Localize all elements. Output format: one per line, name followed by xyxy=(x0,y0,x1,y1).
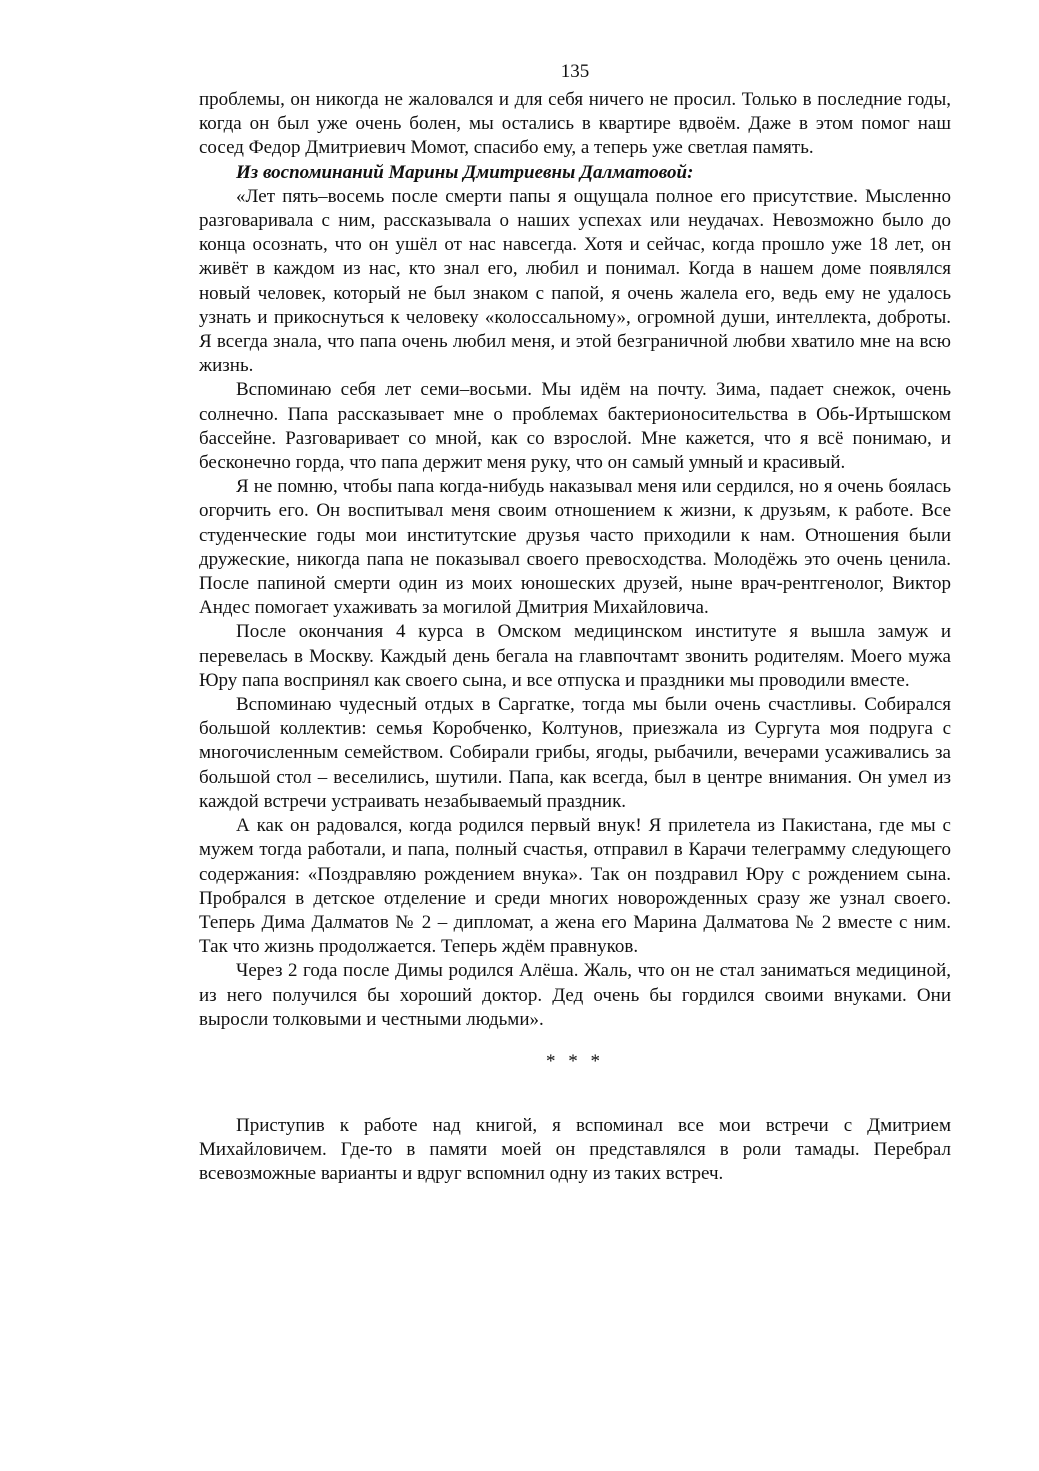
paragraph-continuation: проблемы, он никогда не жаловался и для себя ничего не просил. Только в последние годы, когда он был уже очень болен, мы остались в квартире вдвоём. Даже в этом помог наш сосед Федор Дмитриевич Момот, спасибо ему, а теперь уже светлая память. xyxy=(199,89,951,159)
memoir-paragraph: А как он радовался, когда родился первый внук! Я прилетела из Пакистана, где мы с мужем тогда работали, и папа, полный счастья, отправил в Карачи телеграмму следующего содержания: «Поздравляю рождением внука». Так он поздравил Юру с рождением сына. Пробрался в детское отделение и среди многих новорожденных сразу же узнал своего. Теперь Дима Далматов № 2 – дипломат, а жена его Марина Далматова № 2 вместе с ним. Так что жизнь продолжается. Теперь ждём правнуков. xyxy=(199,815,951,958)
memoir-paragraph: После окончания 4 курса в Омском медицинском институте я вышла замуж и перевелась в Москву. Каждый день бегала на главпочтамт звонить родителям. Моего мужа Юру папа воспринял как своего сына, и все отпуска и праздники мы проводили вместе. xyxy=(199,621,951,691)
closing-paragraph: Приступив к работе над книгой, я вспоминал все мои встречи с Дмитрием Михайловичем. Где-то в памяти моей он представлялся в роли тамады. Перебрал всевозможные варианты и вдруг вспомнил одну из таких встреч. xyxy=(199,1114,951,1185)
memoir-paragraph: Я не помню, чтобы папа когда-нибудь наказывал меня или сердился, но я очень боялась огорчить его. Он воспитывал меня своим отношением к жизни, к друзьям, к работе. Все студенческие годы мои институтские друзья часто приходили к нам. Отношения были дружеские, никогда папа не показывал своего превосходства. Молодёжь это очень ценила. После папиной смерти один из моих юношеских друзей, ныне врач-рентгенолог, Виктор Андес помогает ухаживать за могилой Дмитрия Михайловича. xyxy=(199,476,951,619)
memoir-paragraph: Вспоминаю чудесный отдых в Саргатке, тогда мы были очень счастливы. Собирался большой коллектив: семья Коробченко, Колтунов, приезжала из Сургута моя подруга с многочисленным семейством. Собирали грибы, ягоды, рыбачили, вечерами усаживались за большой стол – веселились, шутили. Папа, как всегда, был в центре внимания. Он умел из каждой встречи устраивать незабываемый праздник. xyxy=(199,694,951,812)
memoir-paragraph: Через 2 года после Димы родился Алёша. Жаль, что он не стал заниматься медициной, из него получился бы хороший доктор. Дед очень бы гордился своими внуками. Они выросли толковыми и честными людьми». xyxy=(199,960,951,1030)
section-separator: * * * xyxy=(546,1050,604,1072)
page-content xyxy=(199,60,951,1187)
memoir-heading: Из воспоминаний Марины Дмитриевны Далматовой: xyxy=(236,161,694,183)
memoir-paragraph: Вспоминаю себя лет семи–восьми. Мы идём на почту. Зима, падает снежок, очень солнечно. Папа рассказывает мне о проблемах бактерионосительства в Обь-Иртышском бассейне. Разговаривает со мной, как со взрослой. Мне кажется, что я всё понимаю, и бесконечно горда, что папа держит меня руку, что он самый умный и красивый. xyxy=(199,379,951,474)
page-number: 135 xyxy=(560,61,590,82)
memoir-paragraph: «Лет пять–восемь после смерти папы я ощущала полное его присутствие. Мысленно разговаривала с ним, рассказывала о наших успехах или неудачах. Невозможно было до конца осознать, что он ушёл от нас навсегда. Хотя и сейчас, когда прошло уже 18 лет, он живёт в каждом из нас, кто знал его, любил и понимал. Когда в нашем доме появлялся новый человек, который не был знаком с папой, я очень жалела его, ведь ему не удалось узнать и прикоснуться к человеку «колоссальному», огромной души, интеллекта, доброты. Я всегда знала, что папа очень любил меня, и этой безграничной любви хватило мне на всю жизнь. xyxy=(199,185,951,377)
